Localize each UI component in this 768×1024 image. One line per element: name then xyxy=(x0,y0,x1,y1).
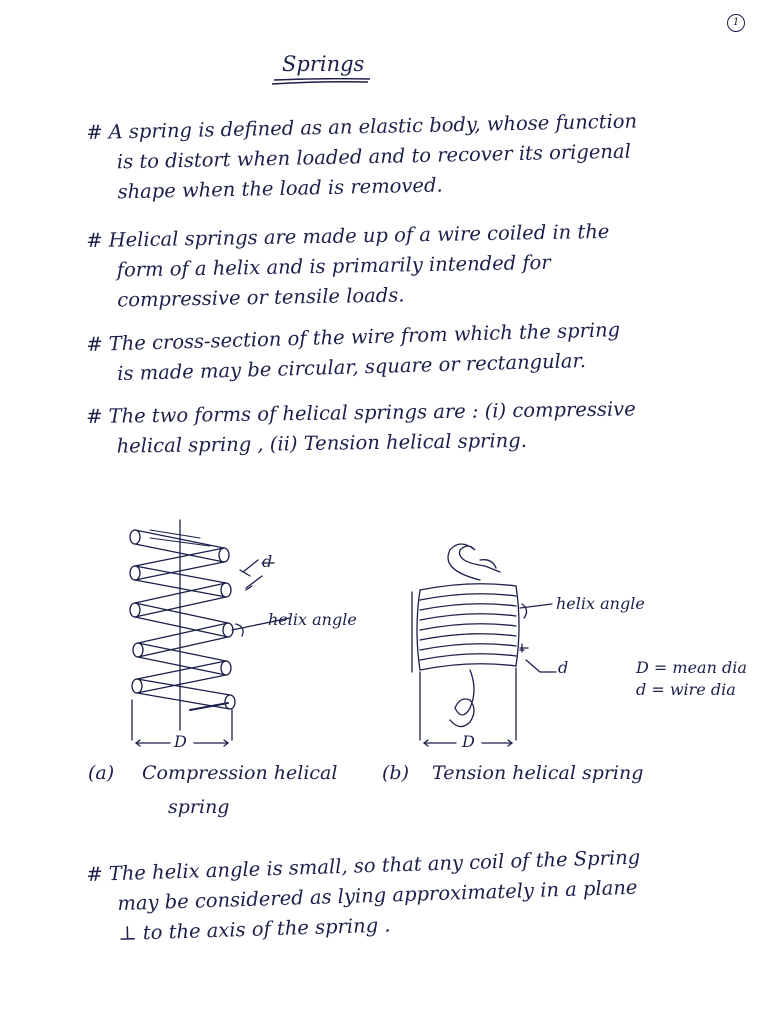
caption-b-marker: (b) xyxy=(382,762,409,784)
caption-a-line1: Compression helical xyxy=(142,762,338,784)
bullet-hash: # xyxy=(86,228,103,252)
paragraph-line: compressive or tensile loads. xyxy=(117,283,405,312)
paragraph-line: form of a helix and is primarily intended for xyxy=(116,250,551,282)
paragraph-line: may be considered as lying approximately in a plane xyxy=(117,875,638,916)
legend-wire-dia: d = wire dia xyxy=(636,680,736,699)
spring-diagrams xyxy=(0,500,768,860)
caption-a-marker: (a) xyxy=(88,762,115,784)
label-mean-dia-b: D xyxy=(462,732,475,751)
legend-mean-dia: D = mean dia xyxy=(636,658,747,677)
bullet-hash: # xyxy=(86,404,103,428)
tension-spring xyxy=(412,544,556,746)
bullet-hash: # xyxy=(86,862,104,886)
paragraph-line: ⊥ to the axis of the spring . xyxy=(117,913,391,946)
paragraph-line: Helical springs are made up of a wire coiled in the xyxy=(108,219,610,252)
label-helix-angle-b: helix angle xyxy=(556,594,645,613)
paragraph-two-forms xyxy=(86,393,747,462)
label-wire-dia-b: d xyxy=(558,658,569,677)
page-number: 1 xyxy=(727,14,745,32)
caption-b-text: Tension helical spring xyxy=(432,762,644,784)
paragraph-line: is made may be circular, square or rectangular. xyxy=(116,349,587,386)
paragraph-line: helical spring , (ii) Tension helical spring. xyxy=(116,428,528,458)
paragraph-line: A spring is defined as an elastic body, whose function xyxy=(108,109,638,144)
title-underline xyxy=(272,78,372,86)
paragraph-cross-section xyxy=(86,312,747,390)
paragraph-helix-angle xyxy=(86,839,749,950)
label-helix-angle-a: helix angle xyxy=(268,610,357,629)
paragraph-line: The two forms of helical springs are : (i) compressive xyxy=(108,397,636,428)
bullet-hash: # xyxy=(86,120,103,144)
caption-a-line2: spring xyxy=(168,796,230,818)
label-mean-dia-a: D xyxy=(174,732,187,751)
label-wire-dia-a: d xyxy=(262,552,273,571)
paragraph-line: The helix angle is small, so that any coil of the Spring xyxy=(108,845,641,886)
paragraph-line: shape when the load is removed. xyxy=(117,173,443,204)
page-title: Springs xyxy=(282,52,365,76)
paragraph-helical-springs xyxy=(86,214,747,316)
bullet-hash: # xyxy=(86,332,104,356)
paragraph-line: The cross-section of the wire from which the spring xyxy=(108,318,621,356)
paragraph-spring-definition xyxy=(86,104,748,208)
paragraph-line: is to distort when loaded and to recover its origenal xyxy=(116,139,632,174)
